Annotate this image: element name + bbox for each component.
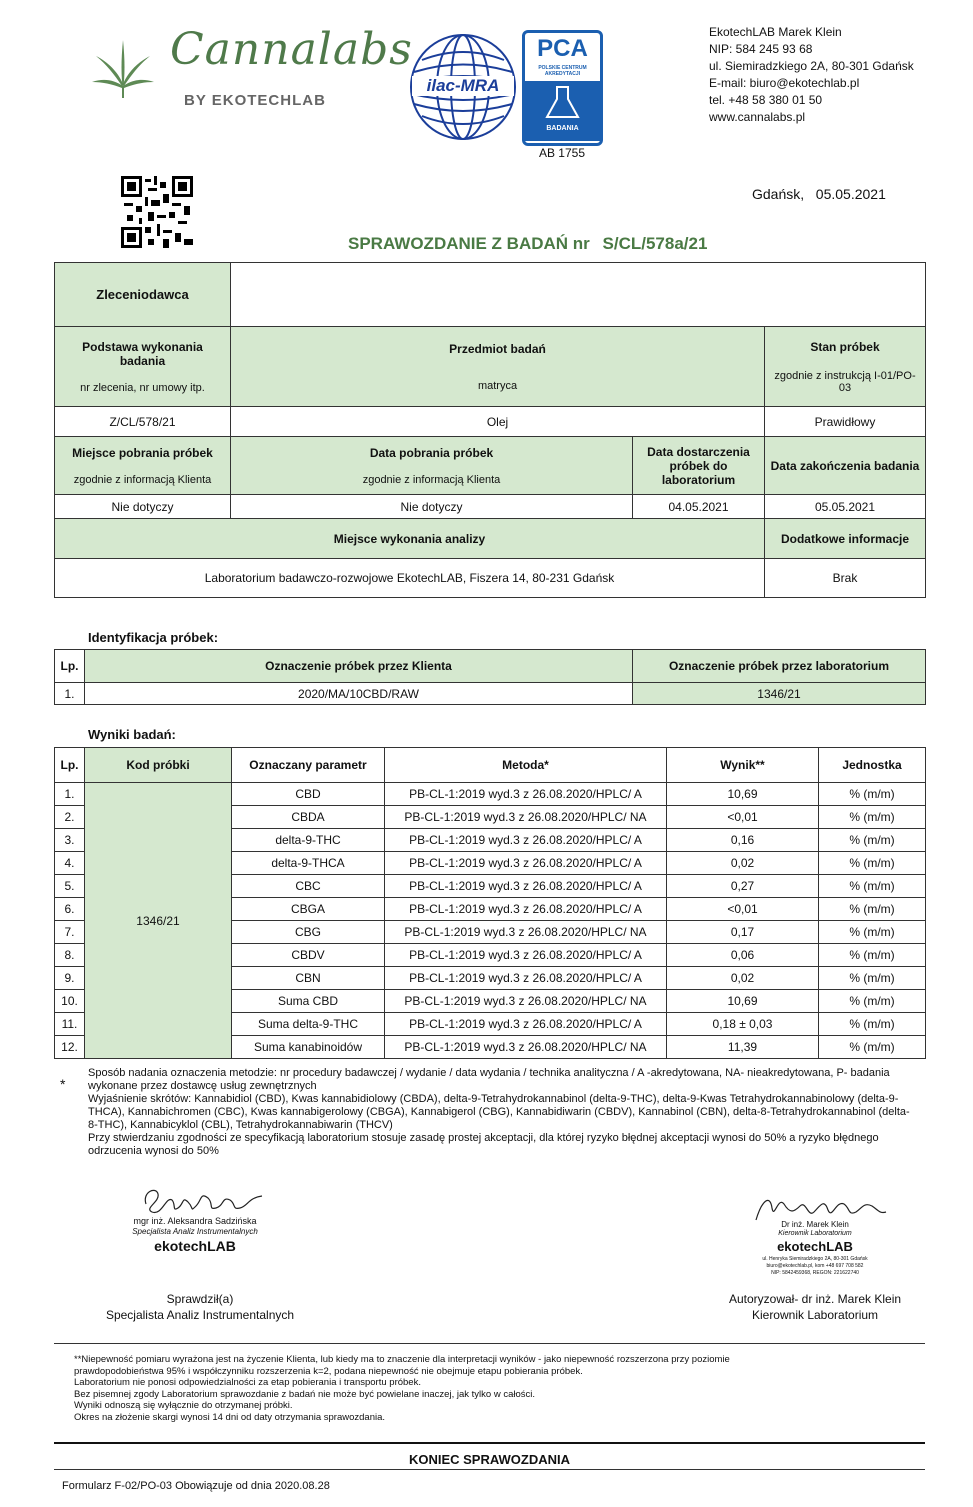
- result-unit: % (m/m): [819, 806, 926, 829]
- analysis-place-value: Laboratorium badawczo-rozwojowe EkotechLAB, Fiszera 14, 80-231 Gdańsk: [55, 559, 765, 598]
- signature-right-caption: [690, 1291, 940, 1323]
- result-method: PB-CL-1:2019 wyd.3 z 26.08.2020/HPLC/ A: [385, 875, 667, 898]
- result-param: Suma delta-9-THC: [232, 1013, 385, 1036]
- footnote-complaint: Okres na złożenie skargi wynosi 14 dni od daty otrzymania sprawozdania.: [74, 1411, 386, 1423]
- result-param: CBDA: [232, 806, 385, 829]
- pca-badge: [522, 30, 603, 146]
- res-code-header: Kod próbki: [85, 748, 232, 783]
- result-unit: % (m/m): [819, 898, 926, 921]
- result-value: 0,18 ± 0,03: [667, 1013, 819, 1036]
- result-param: Suma kanabinoidów: [232, 1036, 385, 1059]
- place-date: Gdańsk, 05.05.2021: [752, 186, 886, 202]
- stamp-right-name: Dr inż. Marek Klein: [781, 1220, 849, 1229]
- qr-code: [121, 176, 193, 248]
- result-param: delta-9-THC: [232, 829, 385, 852]
- result-param: delta-9-THCA: [232, 852, 385, 875]
- delivery-date-label: Data dostarczenia próbek do laboratorium: [633, 437, 765, 495]
- signature-right: [740, 1190, 890, 1280]
- result-param: CBDV: [232, 944, 385, 967]
- company-info: [709, 24, 914, 126]
- result-unit: % (m/m): [819, 1036, 926, 1059]
- notes-asterisk: *: [60, 1076, 66, 1092]
- subject-header: [231, 327, 765, 407]
- handwritten-signature-left: [138, 1182, 268, 1218]
- ident-client-value: 2020/MA/10CBD/RAW: [85, 683, 633, 705]
- pca-badania: BADANIA: [546, 125, 579, 132]
- result-lp: 6.: [55, 898, 85, 921]
- result-unit: % (m/m): [819, 967, 926, 990]
- left-caption-1: Sprawdził(a): [166, 1292, 234, 1306]
- signature-left: [110, 1182, 280, 1262]
- result-param: CBG: [232, 921, 385, 944]
- footnote-copying: Bez pisemnej zgody Laboratorium sprawozdanie z badań nie może być powielane inaczej, jak tylko w całości.: [74, 1388, 535, 1400]
- result-unit: % (m/m): [819, 875, 926, 898]
- result-method: PB-CL-1:2019 wyd.3 z 26.08.2020/HPLC/ A: [385, 967, 667, 990]
- stamp-right-addr3: NIP: 5842459368, REGON: 221622740: [771, 1270, 859, 1276]
- sampling-date-label: Data pobrania próbek: [369, 445, 494, 460]
- result-method: PB-CL-1:2019 wyd.3 z 26.08.2020/HPLC/ A: [385, 783, 667, 806]
- sampling-place-label: Miejsce pobrania próbek: [72, 445, 213, 460]
- result-value: 10,69: [667, 990, 819, 1013]
- result-method: PB-CL-1:2019 wyd.3 z 26.08.2020/HPLC/ NA: [385, 806, 667, 829]
- right-caption-1: Autoryzował- dr inż. Marek Klein: [728, 1292, 902, 1306]
- result-lp: 1.: [55, 783, 85, 806]
- identification-table: [54, 649, 926, 705]
- subject-value: Olej: [231, 407, 765, 437]
- notes-method-code: Sposób nadania oznaczenia metodzie: nr procedury badawczej / wydanie / data wydania / technika analityczna / A -akredytowana, NA- nieakredytowana, P- badania wykonane przez dostawcę usług zewnętrznych: [88, 1067, 890, 1092]
- basis-label: Podstawa wykonania badania: [82, 339, 203, 368]
- ident-lab-value: 1346/21: [633, 683, 926, 705]
- company-tel: tel. +48 58 380 01 50: [709, 93, 823, 107]
- res-unit-header: Jednostka: [819, 748, 926, 783]
- result-value: 0,27: [667, 875, 819, 898]
- result-unit: % (m/m): [819, 852, 926, 875]
- result-lp: 8.: [55, 944, 85, 967]
- footnotes-divider: [54, 1343, 925, 1344]
- result-param: CBD: [232, 783, 385, 806]
- sampling-date-value: Nie dotyczy: [231, 495, 633, 519]
- result-lp: 10.: [55, 990, 85, 1013]
- result-unit: % (m/m): [819, 829, 926, 852]
- result-lp: 11.: [55, 1013, 85, 1036]
- result-param: Suma CBD: [232, 990, 385, 1013]
- delivery-date-value: 04.05.2021: [633, 495, 765, 519]
- sampling-place-sub: zgodnie z informacją Klienta: [73, 473, 212, 486]
- res-param-header: Oznaczany parametr: [232, 748, 385, 783]
- company-www[interactable]: www.cannalabs.pl: [709, 110, 806, 124]
- results-table: [54, 747, 926, 1059]
- company-email[interactable]: E-mail: biuro@ekotechlab.pl: [709, 76, 860, 90]
- company-address: ul. Siemiradzkiego 2A, 80-301 Gdańsk: [709, 59, 914, 73]
- brand-name: Cannalabs: [170, 24, 413, 75]
- company-name: EkotechLAB Marek Klein: [709, 25, 842, 39]
- res-lp-header: Lp.: [55, 748, 85, 783]
- stamp-right-logo: ekotechLAB: [777, 1239, 853, 1254]
- basis-value: Z/CL/578/21: [55, 407, 231, 437]
- brand-logo: [92, 20, 413, 115]
- state-label: Stan próbek: [810, 339, 880, 354]
- end-date-label: Data zakończenia badania: [765, 437, 926, 495]
- stamp-right-addr2: biuro@ekotechlab.pl, kom +48 697 708 582: [766, 1263, 864, 1269]
- pca-sub: POLSKIE CENTRUM AKREDYTACJI: [538, 65, 587, 77]
- cannabis-leaf-icon: [92, 38, 154, 98]
- report-title: [348, 234, 707, 254]
- ident-lp-header: Lp.: [55, 650, 85, 683]
- result-lp: 2.: [55, 806, 85, 829]
- result-unit: % (m/m): [819, 944, 926, 967]
- footnote-uncertainty: **Niepewność pomiaru wyrażona jest na życzenie Klienta, lub kiedy ma to znaczenie dla interpretacji wyników - jako niepewność rozszerzona przy poziomie prawdopodobieństwa 95% i współczynniku rozszerzenia k=2, podana niepewność nie obejmuje etapu pobierania próbek.: [74, 1354, 730, 1377]
- analysis-place-label: Miejsce wykonania analizy: [55, 519, 765, 559]
- result-method: PB-CL-1:2019 wyd.3 z 26.08.2020/HPLC/ NA: [385, 921, 667, 944]
- result-unit: % (m/m): [819, 783, 926, 806]
- extra-info-value: Brak: [765, 559, 926, 598]
- result-value: <0,01: [667, 806, 819, 829]
- form-label: Formularz F-02/PO-03 Obowiązuje od dnia 2020.08.28: [62, 1480, 330, 1492]
- result-method: PB-CL-1:2019 wyd.3 z 26.08.2020/HPLC/ A: [385, 944, 667, 967]
- end-divider: [54, 1442, 925, 1444]
- result-unit: % (m/m): [819, 990, 926, 1013]
- sample-code: 1346/21: [85, 783, 232, 1059]
- stamp-right-addr1: ul. Henryka Siemiradzkiego 2A, 80-301 Gdańsk: [762, 1256, 868, 1262]
- result-method: PB-CL-1:2019 wyd.3 z 26.08.2020/HPLC/ NA: [385, 1036, 667, 1059]
- result-method: PB-CL-1:2019 wyd.3 z 26.08.2020/HPLC/ A: [385, 852, 667, 875]
- state-value: Prawidłowy: [765, 407, 926, 437]
- ilac-mra-label: ilac-MRA: [412, 76, 514, 96]
- footnote-sampling: Laboratorium nie ponosi odpowiedzialności za etap pobierania i transportu próbek.: [74, 1377, 421, 1388]
- end-of-report: KONIEC SPRAWOZDANIA: [408, 1452, 571, 1467]
- sampling-date-sub: zgodnie z informacją Klienta: [362, 473, 501, 486]
- result-value: 0,16: [667, 829, 819, 852]
- state-sub: zgodnie z instrukcją I-01/PO-03: [774, 369, 916, 394]
- subject-label: Przedmiot badań: [449, 341, 546, 356]
- result-lp: 3.: [55, 829, 85, 852]
- result-param: CBC: [232, 875, 385, 898]
- pca-label: PCA: [537, 35, 588, 62]
- report-title-text: SPRAWOZDANIE Z BADAŃ nr: [348, 234, 590, 253]
- result-lp: 5.: [55, 875, 85, 898]
- result-value: 0,17: [667, 921, 819, 944]
- result-value: 0,06: [667, 944, 819, 967]
- end-date-value: 05.05.2021: [765, 495, 926, 519]
- result-method: PB-CL-1:2019 wyd.3 z 26.08.2020/HPLC/ NA: [385, 990, 667, 1013]
- result-value: <0,01: [667, 898, 819, 921]
- result-param: CBN: [232, 967, 385, 990]
- brand-subtitle: BY EKOTECHLAB: [184, 92, 326, 109]
- result-lp: 7.: [55, 921, 85, 944]
- signature-left-caption: [70, 1291, 330, 1323]
- stamp-left-role: Specjalista Analiz Instrumentalnych: [132, 1227, 258, 1236]
- left-caption-2: Specjalista Analiz Instrumentalnych: [105, 1308, 295, 1322]
- result-value: 11,39: [667, 1036, 819, 1059]
- stamp-left-name: mgr inż. Aleksandra Sadzińska: [133, 1216, 257, 1226]
- notes-abbreviations: Wyjaśnienie skrótów: Kannabidiol (CBD), Kwas kannabidiolowy (CBDA), delta-9-Tetrahydrokannabinol (delta-9-THC), delta-9-Kwas Tetrahydrokannabinolowy (delta-9-THCA), Kannabichromen (CBC), Kwas kannabigerolowy (CBGA), Kannabigerol (CBG), Kannabidiwarin (CBDV), Kannabinol (CBN), delta-8-Tetrahydrokannabinol (delta-8-THC), Kannabicyklol (CBL), Tetrahydrokannabiwarin (THCV): [88, 1093, 910, 1131]
- notes-decision-rule: Przy stwierdzaniu zgodności ze specyfikacją laboratorium stosuje zasadę prostej akceptacji, dla której ryzyko błędnej akceptacji wynosi do 50% a ryzyko błędnego odrzucenia wynosi do 50%: [88, 1132, 879, 1157]
- result-unit: % (m/m): [819, 921, 926, 944]
- report-number: S/CL/578a/21: [602, 234, 708, 253]
- basis-header: [55, 327, 231, 407]
- result-value: 0,02: [667, 852, 819, 875]
- result-param: CBGA: [232, 898, 385, 921]
- result-value: 10,69: [667, 783, 819, 806]
- state-header: [765, 327, 926, 407]
- client-value: [231, 263, 926, 327]
- ident-client-header: Oznaczenie próbek przez Klienta: [85, 650, 633, 683]
- result-row: [55, 783, 926, 806]
- result-method: PB-CL-1:2019 wyd.3 z 26.08.2020/HPLC/ A: [385, 829, 667, 852]
- identification-label: Identyfikacja próbek:: [88, 630, 219, 645]
- company-nip: NIP: 584 245 93 68: [709, 42, 813, 56]
- sampling-date-header: [231, 437, 633, 495]
- stamp-left-logo: ekotechLAB: [154, 1238, 236, 1254]
- result-lp: 12.: [55, 1036, 85, 1059]
- right-caption-2: Kierownik Laboratorium: [751, 1308, 879, 1322]
- notes-block: [88, 1067, 918, 1158]
- res-method-header: Metoda*: [385, 748, 667, 783]
- ident-lp: 1.: [55, 683, 85, 705]
- result-lp: 9.: [55, 967, 85, 990]
- footnote-sample: Wyniki odnoszą się wyłącznie do otrzymanej próbki.: [74, 1400, 293, 1411]
- sampling-place-header: [55, 437, 231, 495]
- result-lp: 4.: [55, 852, 85, 875]
- result-method: PB-CL-1:2019 wyd.3 z 26.08.2020/HPLC/ A: [385, 1013, 667, 1036]
- report-info-table: [54, 262, 926, 598]
- extra-info-label: Dodatkowe informacje: [765, 519, 926, 559]
- stamp-right-role: Kierownik Laboratorium: [778, 1230, 852, 1237]
- subject-sub: matryca: [477, 379, 518, 392]
- res-result-header: Wynik**: [667, 748, 819, 783]
- results-label: Wyniki badań:: [88, 727, 176, 742]
- client-label: Zleceniodawca: [55, 263, 231, 327]
- result-value: 0,02: [667, 967, 819, 990]
- flask-icon: [525, 81, 600, 141]
- footnotes: [74, 1354, 794, 1423]
- end-divider-bottom: [54, 1469, 925, 1470]
- accreditation-number: AB 1755: [538, 146, 586, 160]
- ilac-mra-seal: [408, 32, 518, 142]
- basis-sub: nr zlecenia, nr umowy itp.: [80, 381, 205, 394]
- sampling-place-value: Nie dotyczy: [55, 495, 231, 519]
- result-method: PB-CL-1:2019 wyd.3 z 26.08.2020/HPLC/ A: [385, 898, 667, 921]
- ident-lab-header: Oznaczenie próbek przez laboratorium: [633, 650, 926, 683]
- result-unit: % (m/m): [819, 1013, 926, 1036]
